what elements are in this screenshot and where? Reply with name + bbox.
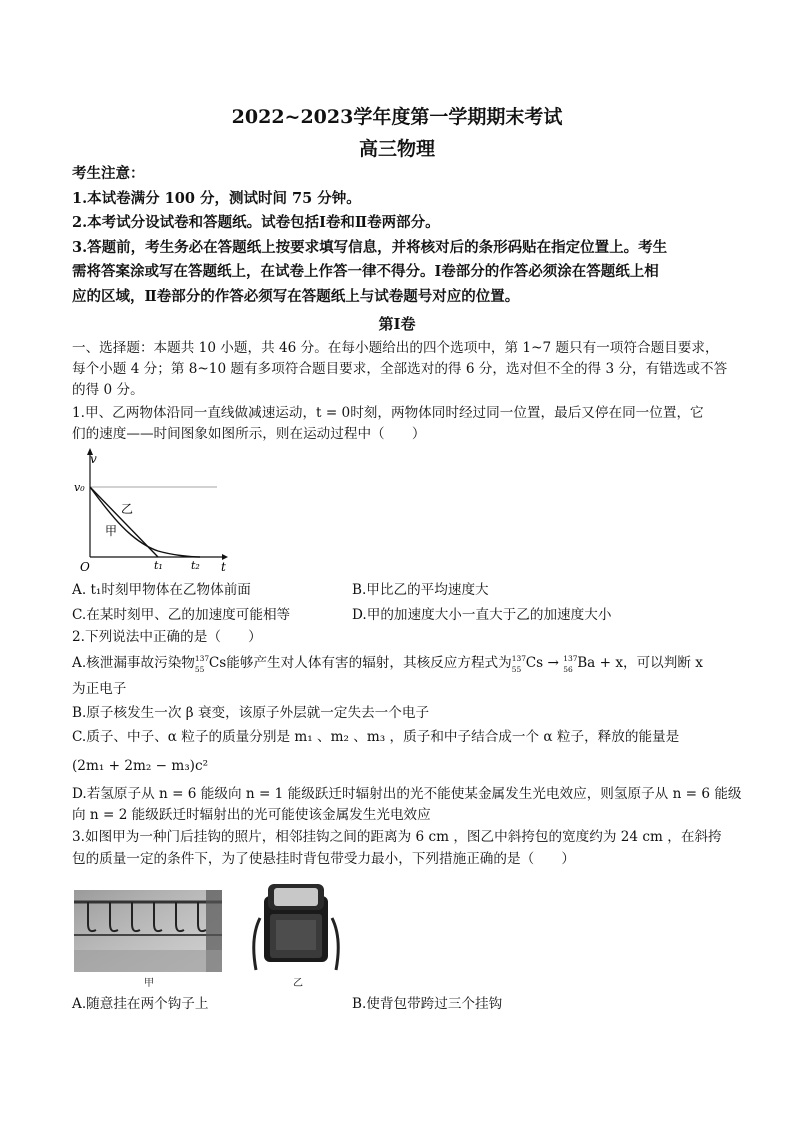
arrow-glyph: → (543, 655, 564, 671)
notice-item-3-cont-2: 应的区域，Ⅱ卷部分的作答必须写在答题纸上与试卷题号对应的位置。 (72, 288, 520, 305)
hook-rack-photo (74, 890, 222, 972)
curve-yi (90, 487, 200, 557)
q2-option-c-1: C.质子、中子、α 粒子的质量分别是 m₁ 、m₂ 、m₃ ，质子和中子结合成一个 α 粒子，释放的能量是 (72, 729, 680, 745)
q2-option-d-1: D.若氢原子从 n = 6 能级向 n = 1 能级跃迁时辐射出的光不能使某金属发生光电效应，则氢原子从 n = 6 能级 (72, 786, 742, 802)
q1-stem-1: 1.甲、乙两物体沿同一直线做减速运动，t = 0时刻，两物体同时经过同一位置，最后又停在同一位置，它 (72, 405, 704, 421)
q1-option-c: C.在某时刻甲、乙的加速度可能相等 (72, 607, 291, 623)
q1-option-a: A. t₁时刻甲物体在乙物体前面 (72, 582, 251, 598)
q2-option-a-cont: 为正电子 (72, 681, 127, 697)
notice-item-1: 1.本试卷满分 100 分，测试时间 75 分钟。 (72, 190, 361, 207)
v0-label: v₀ (74, 481, 85, 494)
section-instructions-1: 一、选择题：本题共 10 小题，共 46 分。在每小题给出的四个选项中，第 1~7 题只有一项符合题目要求， (72, 340, 719, 356)
q2-option-a: A.核泄漏事故污染物 137 55 Cs能够产生对人体有害的辐射，其核反应方程式为 137 55 Cs → 137 56 Ba + x，可以判断 x (72, 654, 703, 674)
label-yi: 乙 (121, 502, 134, 516)
q1-stem-2: 们的速度——时间图象如图所示，则在运动过程中（ ） (72, 426, 426, 442)
q3-option-a: A.随意挂在两个钩子上 (72, 996, 209, 1012)
section-instructions-3: 的得 0 分。 (72, 382, 144, 398)
q2-option-d-2: 向 n = 2 能级跃迁时辐射出的光可能使该金属发生光电效应 (72, 807, 431, 823)
v-axis-label: v (90, 452, 97, 466)
exam-subtitle: 高三物理 (358, 138, 435, 160)
q3-stem-2: 包的质量一定的条件下，为了使悬挂时背包带受力最小，下列措施正确的是（ ） (72, 851, 575, 867)
t-axis-label: t (221, 560, 226, 573)
t2-label: t₂ (191, 559, 200, 572)
exam-title: 2022~2023学年度第一学期期末考试 (231, 106, 563, 128)
q2-a-text-2: 能够产生对人体有害的辐射，其核反应方程式为 (226, 655, 512, 671)
notice-item-2: 2.本考试分设试卷和答题纸。试卷包括Ⅰ卷和Ⅱ卷两部分。 (72, 214, 440, 231)
section-title: 第Ⅰ卷 (378, 315, 416, 333)
q2-a-text-1: A.核泄漏事故污染物 (72, 655, 195, 671)
q1-option-b: B.甲比乙的平均速度大 (352, 582, 489, 598)
cs-symbol-eq: Cs (525, 655, 544, 671)
q2-option-c-2: (2m₁ + 2m₂ − m₃)c² (72, 758, 209, 774)
q2-option-b: B.原子核发生一次 β 衰变，该原子外层就一定失去一个电子 (72, 705, 430, 721)
q3-option-b: B.使背包带跨过三个挂钩 (352, 996, 503, 1012)
q3-stem-1: 3.如图甲为一种门后挂钩的照片，相邻挂钩之间的距离为 6 cm ，图乙中斜挎包的宽度约为 24 cm ，在斜挎 (72, 829, 722, 845)
velocity-time-graph (72, 447, 232, 573)
section-instructions-2: 每个小题 4 分；第 8~10 题有多项符合题目要求，全部选对的得 6 分，选对但不全的得 3 分，有错选或不答 (72, 361, 728, 377)
caption-yi: 乙 (293, 978, 303, 989)
label-jia: 甲 (105, 524, 118, 538)
caption-jia: 甲 (144, 978, 154, 989)
q2-a-text-3: ，可以判断 x (623, 655, 703, 671)
ba-symbol: Ba (577, 655, 596, 671)
t1-label: t₁ (154, 559, 163, 572)
notice-item-3: 3.答题前，考生务必在答题纸上按要求填写信息，并将核对后的条形码贴在指定位置上。考生 (72, 239, 668, 256)
eq-rest: + x (595, 655, 623, 671)
q2-stem: 2.下列说法中正确的是（ ） (72, 629, 262, 645)
cs-symbol: Cs (208, 655, 227, 671)
notice-item-3-cont-1: 需将答案涂或写在答题纸上，在试卷上作答一律不得分。Ⅰ卷部分的作答必须涂在答题纸上相 (72, 263, 659, 280)
q1-option-d: D.甲的加速度大小一直大于乙的加速度大小 (352, 607, 612, 623)
cs-nuclide-numbers: 137 55 (194, 654, 210, 674)
notice-heading: 考生注意： (72, 165, 145, 182)
crossbody-bag-photo (250, 878, 342, 972)
origin-label: O (80, 560, 90, 573)
